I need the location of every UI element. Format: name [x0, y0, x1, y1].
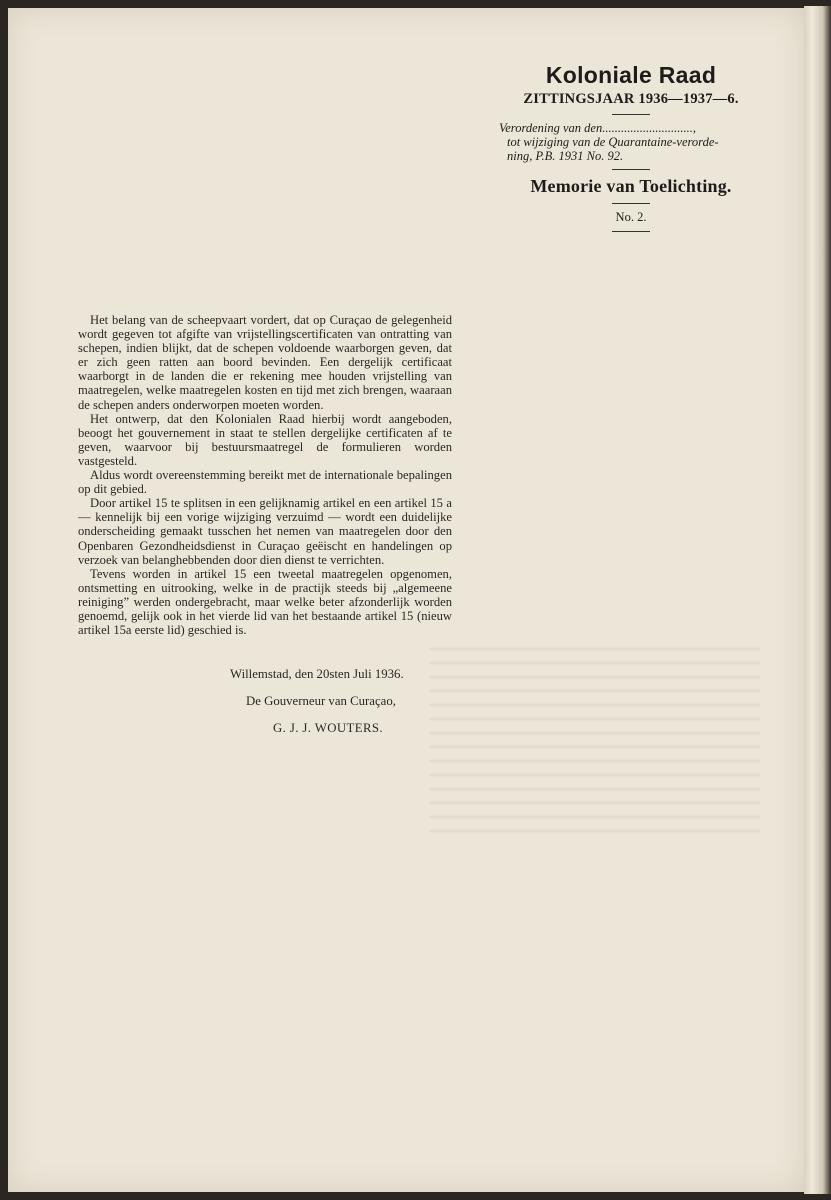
header-rule [612, 231, 650, 232]
place-date: Willemstad, den 20sten Juli 1936. [230, 667, 404, 681]
subject-line: Verordening van den............................., [499, 121, 696, 135]
governor-title: De Gouverneur van Curaçao, [246, 694, 396, 708]
subject-line: ning, P.B. 1931 No. 92. [507, 149, 624, 163]
book-spine-edge [804, 6, 831, 1194]
body-paragraph: Door artikel 15 te splitsen in een gelijknamig artikel en een artikel 15 a — kennelijk bij een vorige wijziging verzuimd — wordt een duidelijke onderscheiding gemaakt tusschen het nemen van maatregelen door den Openbaren Gezondheidsdienst in Curaçao geëischt en handelingen op verzoek van belanghebbenden door dien dienst te verrichten. [78, 496, 452, 567]
memorie-heading: Memorie van Toelichting. [530, 176, 732, 196]
session-year: ZITTINGSJAAR 1936—1937—6. [523, 91, 739, 107]
body-paragraph: Het belang van de scheepvaart vordert, dat op Curaçao de gelegenheid wordt gegeven tot afgifte van vrijstellingscertificaten van ontratting van schepen, indien blijkt, dat de schepen voldoende waarborgen geven, dat er zich geen ratten aan boord bevinden. Een dergelijk certificaat waarborgt in de landen die er rekening mee houden vrijstelling van maatregelen, welke maatregelen kosten en tijd met zich brengen, waaraan de schepen anders onderworpen moeten worden. [78, 313, 452, 412]
memorandum-body [78, 313, 452, 637]
header-rule [612, 114, 650, 115]
header-rule [612, 203, 650, 204]
body-paragraph: Tevens worden in artikel 15 een tweetal maatregelen opgenomen, ontsmetting en uitrooking, welke in de practijk steeds bij „algemeene reiniging” werden ondergebracht, maar welke beter afzonderlijk worden genoemd, gelijk ook in het vierde lid van het bestaande artikel 15 (nieuw artikel 15a eerste lid) geschied is. [78, 566, 452, 638]
governor-name: G. J. J. WOUTERS. [273, 721, 384, 735]
show-through-text [430, 640, 760, 840]
council-title: Koloniale Raad [545, 62, 717, 88]
subject-line: tot wijziging van de Quarantaine-verorde- [507, 135, 719, 149]
body-paragraph: Aldus wordt overeenstemming bereikt met de internationale bepalingen op dit gebied. [78, 468, 452, 497]
document-number: No. 2. [615, 210, 647, 224]
body-paragraph: Het ontwerp, dat den Kolonialen Raad hierbij wordt aangeboden, beoogt het gouvernement in staat te stellen dergelijke certificaten af te geven, waarvoor bij bestuursmaatregel de formulieren worden vastgesteld. [78, 411, 452, 468]
document-header [495, 62, 767, 238]
header-rule [612, 169, 650, 170]
ordinance-subject [495, 121, 767, 163]
